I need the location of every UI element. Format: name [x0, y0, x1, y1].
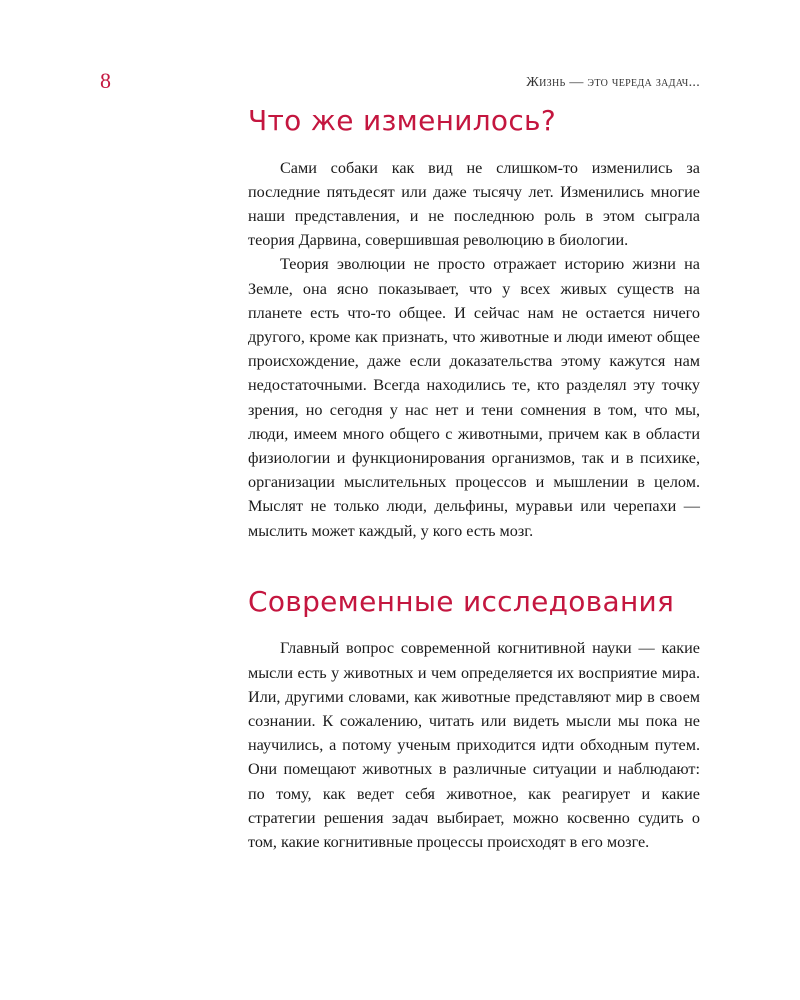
- section-modern-research: [248, 585, 700, 854]
- section-body: [248, 156, 700, 543]
- paragraph: Теория эволюции не просто отражает историю жизни на Земле, она ясно показывает, что у всех живых существ на планете есть что-то общее. И сейчас нам не остается ничего другого, кроме как признать, что животные и люди имеют общее происхождение, даже если доказательства этому кажутся нам недостаточными. Всегда находились те, кто разделял эту точку зрения, но сегодня у нас нет и тени сомнения в том, что мы, люди, имеем много общего с животными, причем как в области физиологии и функционирования организмов, так и в психике, организации мыслительных процессов и мышлении в целом. Мыслят не только люди, дельфины, муравьи или черепахи — мыслить может каждый, у кого есть мозг.: [248, 255, 700, 540]
- section-what-changed: [248, 104, 700, 543]
- section-heading: Что же изменилось?: [248, 104, 557, 137]
- section-body: [248, 636, 700, 854]
- paragraph: Главный вопрос современной когнитивной науки — какие мысли есть у животных и чем определяется их восприятие мира. Или, другими словами, как животные представляют мир в своем сознании. К сожалению, читать или видеть мысли мы пока не научились, а потому ученым приходится идти обходным путем. Они помещают животных в различные ситуации и наблюдают: по тому, как ведет себя животное, как реагирует и какие стратегии решения задач выбирает, можно косвенно судить о том, какие когнитивные процессы происходят в его мозге.: [248, 639, 700, 852]
- section-heading: Современные исследования: [248, 584, 675, 618]
- page-content: [248, 104, 700, 854]
- paragraph: Сами собаки как вид не слишком-то изменились за последние пятьдесят или даже тысячу лет. Изменились многие наши представления, и не последнюю роль в этом сыграла теория Дарвина, совершившая революцию в биологии.: [248, 158, 700, 250]
- page-number: 8: [100, 68, 111, 93]
- running-head: Жизнь — это череда задач...: [526, 75, 700, 90]
